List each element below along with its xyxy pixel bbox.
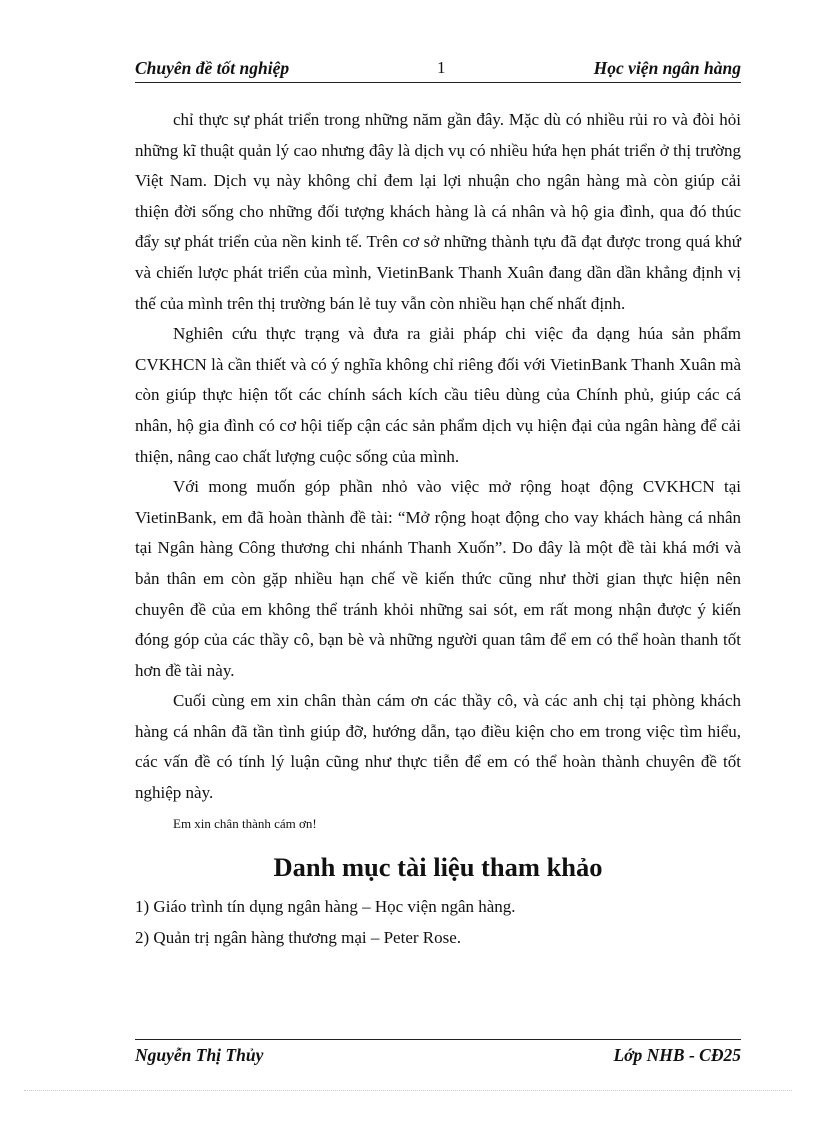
document-body bbox=[135, 105, 741, 953]
reference-item: 1) Giáo trình tín dụng ngân hàng – Học viện ngân hàng. bbox=[135, 896, 516, 916]
body-paragraph: chỉ thực sự phát triển trong những năm gần đây. Mặc dù có nhiều rủi ro và đòi hỏi những kĩ thuật quản lý cao nhưng đây là dịch vụ có nhiều hứa hẹn phát triển ở thị trường Việt Nam. Dịch vụ này không chỉ đem lại lợi nhuận cho ngân hàng mà còn giúp cải thiện đời sống cho những đối tượng khách hàng là cá nhân và hộ gia đình, qua đó thúc đẩy sự phát triển của nền kinh tế. Trên cơ sở những thành tựu đã đạt được trong quá khứ và chiến lược phát triển của mình, VietinBank Thanh Xuân đang dần dần khẳng định vị thế của mình trên thị trường bán lẻ tuy vẫn còn nhiều hạn chế nhất định. bbox=[135, 110, 741, 313]
references-title: Danh mục tài liệu tham khảo bbox=[273, 851, 603, 882]
page-header bbox=[135, 58, 741, 83]
thanks-line: Em xin chân thành cám ơn! bbox=[173, 815, 317, 831]
body-paragraph: Cuối cùng em xin chân thàn cám ơn các thầy cô, và các anh chị tại phòng khách hàng cá nhân đã tần tình giúp đỡ, hướng dẫn, tạo điều kiện cho em trong việc tìm hiểu, các vấn đề có tính lý luận cũng như thực tiễn để em có thể hoàn thành chuyên đề tốt nghiệp này. bbox=[135, 691, 741, 803]
header-document-type: Chuyên đề tốt nghiệp bbox=[135, 58, 290, 78]
footer-author: Nguyễn Thị Thủy bbox=[135, 1045, 264, 1065]
page-footer bbox=[135, 1039, 741, 1070]
reference-item: 2) Quản trị ngân hàng thương mại – Peter Rose. bbox=[135, 927, 462, 947]
body-paragraph: Với mong muốn góp phần nhỏ vào việc mở rộng hoạt động CVKHCN tại VietinBank, em đã hoàn thành đề tài: “Mở rộng hoạt động cho vay khách hàng cá nhân tại Ngân hàng Công thương chi nhánh Thanh Xuốn”. Do đây là một đề tài khá mới và bản thân em còn gặp nhiều hạn chế về kiến thức cũng như thời gian thực hiện nên chuyên đề của em không thể tránh khỏi những sai sót, em rất mong nhận được ý kiến đóng góp của các thầy cô, bạn bè và những người quan tâm để em có thể hoàn thanh tốt hơn đề tài này. bbox=[135, 477, 741, 680]
page-number: 1 bbox=[437, 58, 446, 77]
page-edge-divider bbox=[24, 1090, 792, 1091]
header-institution: Học viện ngân hàng bbox=[593, 58, 741, 78]
footer-class: Lớp NHB - CĐ25 bbox=[613, 1045, 741, 1065]
body-paragraph: Nghiên cứu thực trạng và đưa ra giải pháp chi việc đa dạng húa sản phẩm CVKHCN là cần thiết và có ý nghĩa không chỉ riêng đối với VietinBank Thanh Xuân mà còn giúp thực hiện tốt các chính sách kích cầu tiêu dùng của Chính phủ, giúp các cá nhân, hộ gia đình có cơ hội tiếp cận các sản phẩm dịch vụ hiện đại của ngân hàng để cải thiện, nâng cao chất lượng cuộc sống của mình. bbox=[135, 324, 741, 466]
